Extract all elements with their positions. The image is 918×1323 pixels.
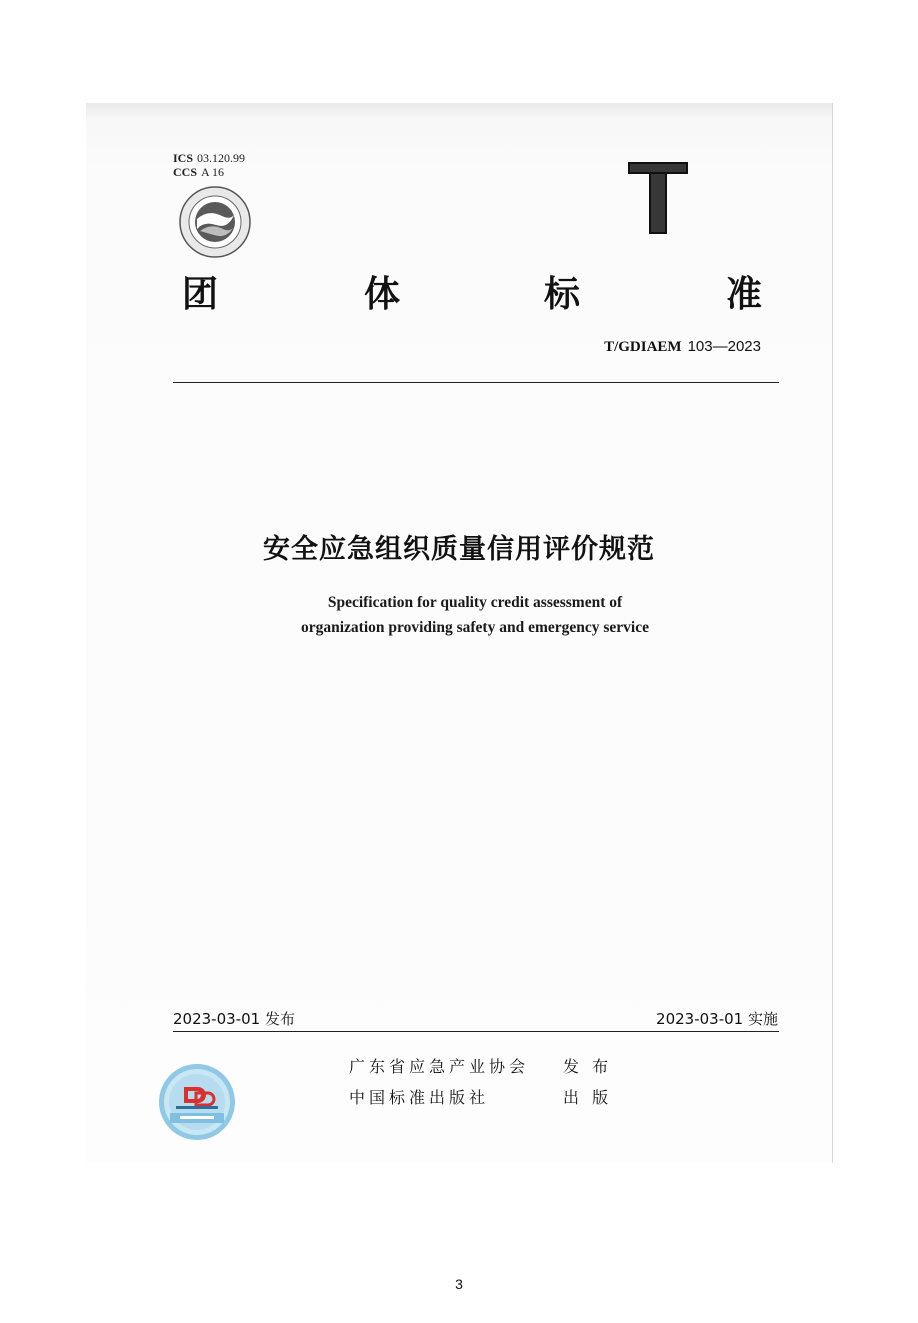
heading-char-3: 标 (544, 274, 581, 315)
page-number: 3 (455, 1276, 463, 1292)
standard-code: 103—2023 (687, 338, 761, 355)
top-divider (173, 382, 779, 383)
bottom-divider (173, 1031, 779, 1032)
ics-code: 03.120.99 (197, 151, 246, 165)
group-standard-heading (182, 266, 770, 314)
classification-codes (173, 151, 245, 179)
publisher-role: 发 布 (563, 1057, 613, 1076)
association-seal-icon (178, 185, 252, 259)
publisher-row-1 (349, 1054, 613, 1077)
standard-type-letter (628, 160, 688, 236)
english-title (0, 590, 918, 640)
issue-date: 2023-03-01 发布 (173, 1010, 295, 1028)
ics-label: ICS (173, 151, 194, 165)
ccs-line (173, 165, 245, 179)
english-title-line-1: Specification for quality credit assessment of (327, 594, 623, 611)
ccs-code: A 16 (201, 165, 225, 179)
implement-date: 2023-03-01 实施 (656, 1010, 778, 1028)
ccs-label: CCS (173, 165, 198, 179)
english-title-line-2: organization providing safety and emergency service (301, 619, 649, 636)
heading-char-4: 准 (726, 274, 763, 315)
ics-line (173, 151, 245, 165)
publisher-name: 中国标准出版社 (349, 1088, 490, 1107)
standard-number (604, 337, 761, 356)
standard-prefix: T/GDIAEM (604, 339, 682, 355)
scan-shadow (86, 103, 832, 119)
heading-char-1: 团 (182, 274, 219, 315)
publisher-row-2 (349, 1085, 613, 1108)
publisher-name: 广东省应急产业协会 (349, 1057, 530, 1076)
publisher-role: 出 版 (563, 1088, 613, 1107)
anti-counterfeit-label-icon (158, 1063, 236, 1141)
heading-char-2: 体 (364, 274, 401, 315)
chinese-title: 安全应急组织质量信用评价规范 (263, 534, 655, 565)
